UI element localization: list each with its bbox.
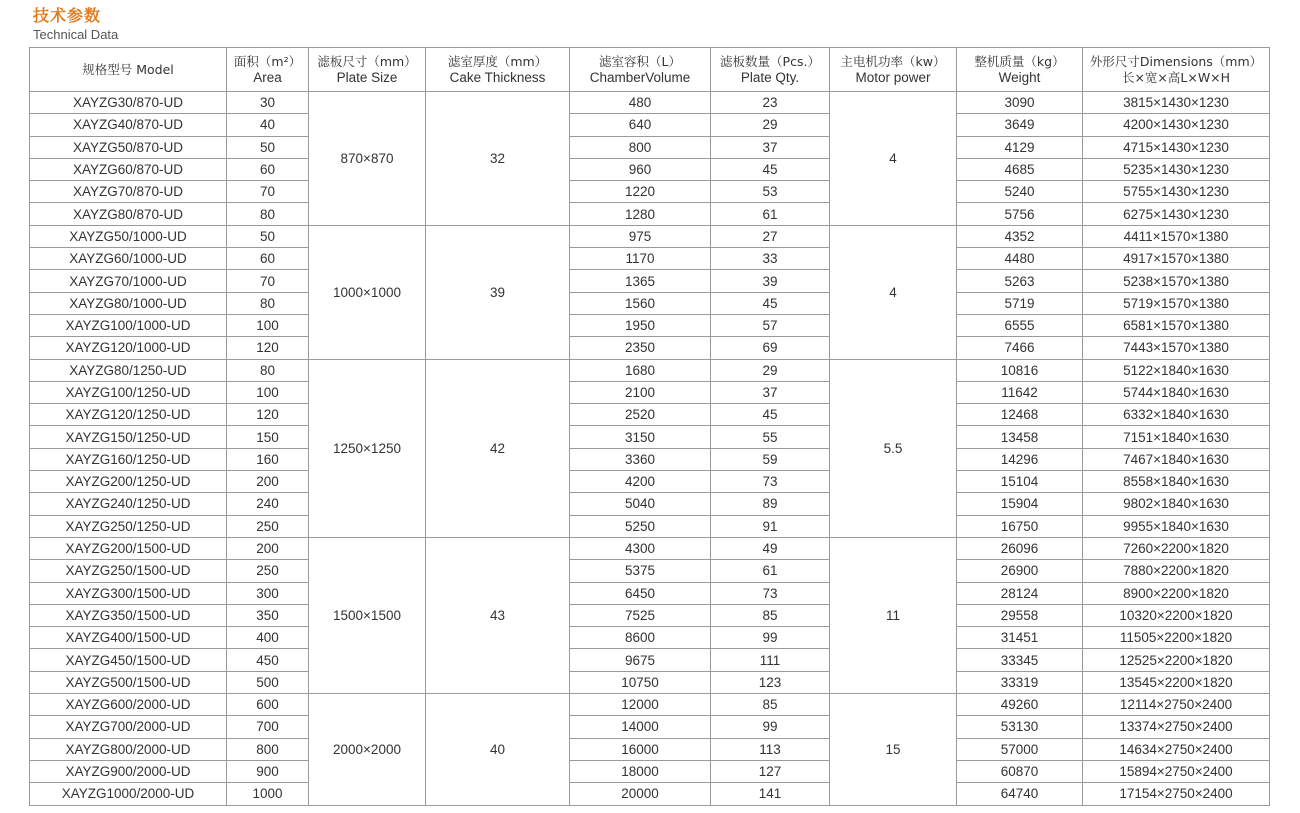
dimensions-cell: 6332×1840×1630 [1083,404,1270,426]
chamber-volume-cell: 800 [570,136,711,158]
model-cell: XAYZG100/1250-UD [30,381,227,403]
table-row [30,136,1270,158]
model-cell: XAYZG60/870-UD [30,158,227,180]
chamber-volume-cell: 3150 [570,426,711,448]
header-cake-thickness-cn: 滤室厚度（mm） [447,53,548,69]
header-area-en: Area [253,69,282,85]
weight-cell: 5263 [957,270,1083,292]
chamber-volume-cell: 18000 [570,760,711,782]
dimensions-cell: 5719×1570×1380 [1083,292,1270,314]
model-cell: XAYZG450/1500-UD [30,649,227,671]
header-plate-qty-en: Plate Qty. [740,69,800,85]
chamber-volume-cell: 1280 [570,203,711,225]
plate-qty-cell: 111 [711,649,830,671]
table-row [30,738,1270,760]
weight-cell: 33319 [957,671,1083,693]
dimensions-cell: 17154×2750×2400 [1083,783,1270,805]
table-row [30,515,1270,537]
weight-cell: 33345 [957,649,1083,671]
table-row [30,493,1270,515]
plate-qty-cell: 27 [711,225,830,247]
cake-thickness-cell: 32 [426,92,570,226]
area-cell: 250 [227,515,309,537]
dimensions-cell: 4411×1570×1380 [1083,225,1270,247]
plate-qty-cell: 45 [711,292,830,314]
area-cell: 250 [227,560,309,582]
dimensions-cell: 7467×1840×1630 [1083,448,1270,470]
header-chamber-volume-en: ChamberVolume [589,69,691,85]
dimensions-cell: 9802×1840×1630 [1083,493,1270,515]
header-chamber-volume [570,48,711,92]
weight-cell: 5240 [957,181,1083,203]
chamber-volume-cell: 20000 [570,783,711,805]
chamber-volume-cell: 480 [570,92,711,114]
model-cell: XAYZG100/1000-UD [30,314,227,336]
weight-cell: 64740 [957,783,1083,805]
plate-qty-cell: 45 [711,404,830,426]
header-motor-power [830,48,957,92]
weight-cell: 10816 [957,359,1083,381]
header-chamber-volume-cn: 滤室容积（L） [599,53,681,69]
weight-cell: 57000 [957,738,1083,760]
weight-cell: 5756 [957,203,1083,225]
dimensions-cell: 3815×1430×1230 [1083,92,1270,114]
plate-qty-cell: 127 [711,760,830,782]
motor-power-cell: 5.5 [830,359,957,537]
area-cell: 30 [227,92,309,114]
table-row [30,337,1270,359]
weight-cell: 4480 [957,248,1083,270]
header-motor-power-cn: 主电机功率（kw） [840,53,946,69]
chamber-volume-cell: 2520 [570,404,711,426]
header-dimensions [1083,48,1270,92]
plate-qty-cell: 61 [711,560,830,582]
chamber-volume-cell: 4300 [570,537,711,559]
weight-cell: 6555 [957,314,1083,336]
weight-cell: 53130 [957,716,1083,738]
chamber-volume-cell: 7525 [570,604,711,626]
model-cell: XAYZG30/870-UD [30,92,227,114]
dimensions-cell: 13374×2750×2400 [1083,716,1270,738]
header-cake-thickness-en: Cake Thickness [449,69,546,85]
weight-cell: 3090 [957,92,1083,114]
plate-qty-cell: 113 [711,738,830,760]
table-row [30,92,1270,114]
plate-qty-cell: 39 [711,270,830,292]
plate-qty-cell: 49 [711,537,830,559]
area-cell: 800 [227,738,309,760]
model-cell: XAYZG350/1500-UD [30,604,227,626]
cake-thickness-cell: 39 [426,225,570,359]
area-cell: 60 [227,248,309,270]
area-cell: 50 [227,225,309,247]
cake-thickness-cell: 43 [426,537,570,693]
table-body [30,92,1270,806]
plate-qty-cell: 55 [711,426,830,448]
chamber-volume-cell: 12000 [570,694,711,716]
plate-qty-cell: 33 [711,248,830,270]
section-title-english: Technical Data [33,27,119,42]
area-cell: 60 [227,158,309,180]
weight-cell: 15904 [957,493,1083,515]
motor-power-cell: 4 [830,92,957,226]
weight-cell: 4352 [957,225,1083,247]
table-row [30,783,1270,805]
dimensions-cell: 4200×1430×1230 [1083,114,1270,136]
area-cell: 80 [227,203,309,225]
area-cell: 240 [227,493,309,515]
table-row [30,359,1270,381]
plate-qty-cell: 123 [711,671,830,693]
table-row [30,114,1270,136]
chamber-volume-cell: 4200 [570,471,711,493]
model-cell: XAYZG250/1250-UD [30,515,227,537]
plate-size-cell: 870×870 [309,92,426,226]
header-dimensions-line2: 长×宽×高L×W×H [1121,69,1231,85]
plate-qty-cell: 85 [711,694,830,716]
area-cell: 450 [227,649,309,671]
chamber-volume-cell: 5250 [570,515,711,537]
header-area-cn: 面积（m²） [233,53,302,69]
area-cell: 40 [227,114,309,136]
technical-data-table [29,47,1270,806]
area-cell: 120 [227,404,309,426]
plate-size-cell: 1500×1500 [309,537,426,693]
model-cell: XAYZG240/1250-UD [30,493,227,515]
table-row [30,582,1270,604]
header-plate-size-cn: 滤板尺寸（mm） [317,53,417,69]
header-dimensions-line1: 外形尺寸Dimensions（mm） [1089,53,1263,69]
dimensions-cell: 12525×2200×1820 [1083,649,1270,671]
area-cell: 100 [227,381,309,403]
area-cell: 80 [227,359,309,381]
model-cell: XAYZG400/1500-UD [30,627,227,649]
plate-qty-cell: 61 [711,203,830,225]
dimensions-cell: 7151×1840×1630 [1083,426,1270,448]
model-cell: XAYZG80/1000-UD [30,292,227,314]
weight-cell: 7466 [957,337,1083,359]
dimensions-cell: 7260×2200×1820 [1083,537,1270,559]
area-cell: 600 [227,694,309,716]
dimensions-cell: 10320×2200×1820 [1083,604,1270,626]
area-cell: 70 [227,181,309,203]
model-cell: XAYZG600/2000-UD [30,694,227,716]
header-plate-qty-cn: 滤板数量（Pcs.） [720,53,820,69]
chamber-volume-cell: 1220 [570,181,711,203]
table-row [30,448,1270,470]
table-row [30,426,1270,448]
area-cell: 160 [227,448,309,470]
weight-cell: 31451 [957,627,1083,649]
chamber-volume-cell: 5040 [570,493,711,515]
table-row [30,560,1270,582]
weight-cell: 16750 [957,515,1083,537]
plate-qty-cell: 59 [711,448,830,470]
table-row [30,694,1270,716]
model-cell: XAYZG200/1500-UD [30,537,227,559]
weight-cell: 28124 [957,582,1083,604]
chamber-volume-cell: 5375 [570,560,711,582]
plate-qty-cell: 73 [711,471,830,493]
plate-size-cell: 2000×2000 [309,694,426,805]
chamber-volume-cell: 2100 [570,381,711,403]
plate-qty-cell: 99 [711,716,830,738]
area-cell: 400 [227,627,309,649]
plate-qty-cell: 141 [711,783,830,805]
plate-qty-cell: 57 [711,314,830,336]
table-row [30,203,1270,225]
chamber-volume-cell: 16000 [570,738,711,760]
motor-power-cell: 11 [830,537,957,693]
table-row [30,314,1270,336]
weight-cell: 26900 [957,560,1083,582]
weight-cell: 12468 [957,404,1083,426]
table-header-row [30,48,1270,92]
table-row [30,760,1270,782]
header-weight [957,48,1083,92]
motor-power-cell: 4 [830,225,957,359]
weight-cell: 29558 [957,604,1083,626]
plate-qty-cell: 91 [711,515,830,537]
table-row [30,627,1270,649]
plate-qty-cell: 37 [711,136,830,158]
chamber-volume-cell: 1950 [570,314,711,336]
header-motor-power-en: Motor power [855,69,931,85]
weight-cell: 26096 [957,537,1083,559]
dimensions-cell: 7880×2200×1820 [1083,560,1270,582]
model-cell: XAYZG150/1250-UD [30,426,227,448]
chamber-volume-cell: 1365 [570,270,711,292]
area-cell: 200 [227,471,309,493]
table-row [30,604,1270,626]
plate-qty-cell: 23 [711,92,830,114]
area-cell: 70 [227,270,309,292]
weight-cell: 60870 [957,760,1083,782]
area-cell: 200 [227,537,309,559]
plate-qty-cell: 89 [711,493,830,515]
model-cell: XAYZG200/1250-UD [30,471,227,493]
header-plate-size-en: Plate Size [336,69,398,85]
dimensions-cell: 9955×1840×1630 [1083,515,1270,537]
chamber-volume-cell: 6450 [570,582,711,604]
weight-cell: 13458 [957,426,1083,448]
chamber-volume-cell: 3360 [570,448,711,470]
header-weight-cn: 整机质量（kg） [974,53,1065,69]
plate-qty-cell: 85 [711,604,830,626]
area-cell: 100 [227,314,309,336]
model-cell: XAYZG70/1000-UD [30,270,227,292]
motor-power-cell: 15 [830,694,957,805]
table-row [30,248,1270,270]
table-row [30,181,1270,203]
chamber-volume-cell: 8600 [570,627,711,649]
weight-cell: 4129 [957,136,1083,158]
table-row [30,158,1270,180]
weight-cell: 3649 [957,114,1083,136]
table-row [30,716,1270,738]
table-row [30,381,1270,403]
chamber-volume-cell: 14000 [570,716,711,738]
plate-qty-cell: 99 [711,627,830,649]
area-cell: 900 [227,760,309,782]
area-cell: 150 [227,426,309,448]
plate-qty-cell: 53 [711,181,830,203]
model-cell: XAYZG70/870-UD [30,181,227,203]
header-plate-qty [711,48,830,92]
area-cell: 700 [227,716,309,738]
model-cell: XAYZG800/2000-UD [30,738,227,760]
dimensions-cell: 12114×2750×2400 [1083,694,1270,716]
plate-qty-cell: 29 [711,114,830,136]
model-cell: XAYZG120/1250-UD [30,404,227,426]
dimensions-cell: 4917×1570×1380 [1083,248,1270,270]
dimensions-cell: 5235×1430×1230 [1083,158,1270,180]
chamber-volume-cell: 1680 [570,359,711,381]
table-row [30,270,1270,292]
chamber-volume-cell: 10750 [570,671,711,693]
chamber-volume-cell: 2350 [570,337,711,359]
plate-size-cell: 1250×1250 [309,359,426,537]
dimensions-cell: 4715×1430×1230 [1083,136,1270,158]
area-cell: 80 [227,292,309,314]
weight-cell: 5719 [957,292,1083,314]
model-cell: XAYZG500/1500-UD [30,671,227,693]
dimensions-cell: 11505×2200×1820 [1083,627,1270,649]
table-row [30,537,1270,559]
model-cell: XAYZG50/870-UD [30,136,227,158]
chamber-volume-cell: 9675 [570,649,711,671]
model-cell: XAYZG60/1000-UD [30,248,227,270]
table-row [30,225,1270,247]
dimensions-cell: 15894×2750×2400 [1083,760,1270,782]
model-cell: XAYZG900/2000-UD [30,760,227,782]
model-cell: XAYZG1000/2000-UD [30,783,227,805]
area-cell: 500 [227,671,309,693]
plate-qty-cell: 69 [711,337,830,359]
chamber-volume-cell: 1560 [570,292,711,314]
header-area [227,48,309,92]
weight-cell: 14296 [957,448,1083,470]
chamber-volume-cell: 640 [570,114,711,136]
section-heading [33,6,118,42]
area-cell: 1000 [227,783,309,805]
plate-qty-cell: 37 [711,381,830,403]
header-cake-thickness [426,48,570,92]
section-title-chinese: 技术参数 [33,6,102,25]
plate-qty-cell: 29 [711,359,830,381]
cake-thickness-cell: 42 [426,359,570,537]
table-row [30,671,1270,693]
model-cell: XAYZG80/870-UD [30,203,227,225]
model-cell: XAYZG80/1250-UD [30,359,227,381]
model-cell: XAYZG40/870-UD [30,114,227,136]
dimensions-cell: 5755×1430×1230 [1083,181,1270,203]
chamber-volume-cell: 1170 [570,248,711,270]
table-row [30,404,1270,426]
dimensions-cell: 5744×1840×1630 [1083,381,1270,403]
dimensions-cell: 6275×1430×1230 [1083,203,1270,225]
area-cell: 120 [227,337,309,359]
header-model [30,48,227,92]
plate-size-cell: 1000×1000 [309,225,426,359]
dimensions-cell: 6581×1570×1380 [1083,314,1270,336]
dimensions-cell: 5238×1570×1380 [1083,270,1270,292]
weight-cell: 11642 [957,381,1083,403]
dimensions-cell: 14634×2750×2400 [1083,738,1270,760]
area-cell: 350 [227,604,309,626]
model-cell: XAYZG700/2000-UD [30,716,227,738]
weight-cell: 15104 [957,471,1083,493]
model-cell: XAYZG50/1000-UD [30,225,227,247]
table-row [30,292,1270,314]
area-cell: 50 [227,136,309,158]
dimensions-cell: 8558×1840×1630 [1083,471,1270,493]
header-model-label: 规格型号 Model [82,61,174,77]
dimensions-cell: 13545×2200×1820 [1083,671,1270,693]
table-row [30,471,1270,493]
model-cell: XAYZG300/1500-UD [30,582,227,604]
dimensions-cell: 8900×2200×1820 [1083,582,1270,604]
weight-cell: 49260 [957,694,1083,716]
plate-qty-cell: 45 [711,158,830,180]
table-row [30,649,1270,671]
chamber-volume-cell: 960 [570,158,711,180]
dimensions-cell: 5122×1840×1630 [1083,359,1270,381]
cake-thickness-cell: 40 [426,694,570,805]
header-weight-en: Weight [998,69,1041,85]
plate-qty-cell: 73 [711,582,830,604]
model-cell: XAYZG250/1500-UD [30,560,227,582]
model-cell: XAYZG120/1000-UD [30,337,227,359]
header-plate-size [309,48,426,92]
weight-cell: 4685 [957,158,1083,180]
dimensions-cell: 7443×1570×1380 [1083,337,1270,359]
area-cell: 300 [227,582,309,604]
chamber-volume-cell: 975 [570,225,711,247]
model-cell: XAYZG160/1250-UD [30,448,227,470]
